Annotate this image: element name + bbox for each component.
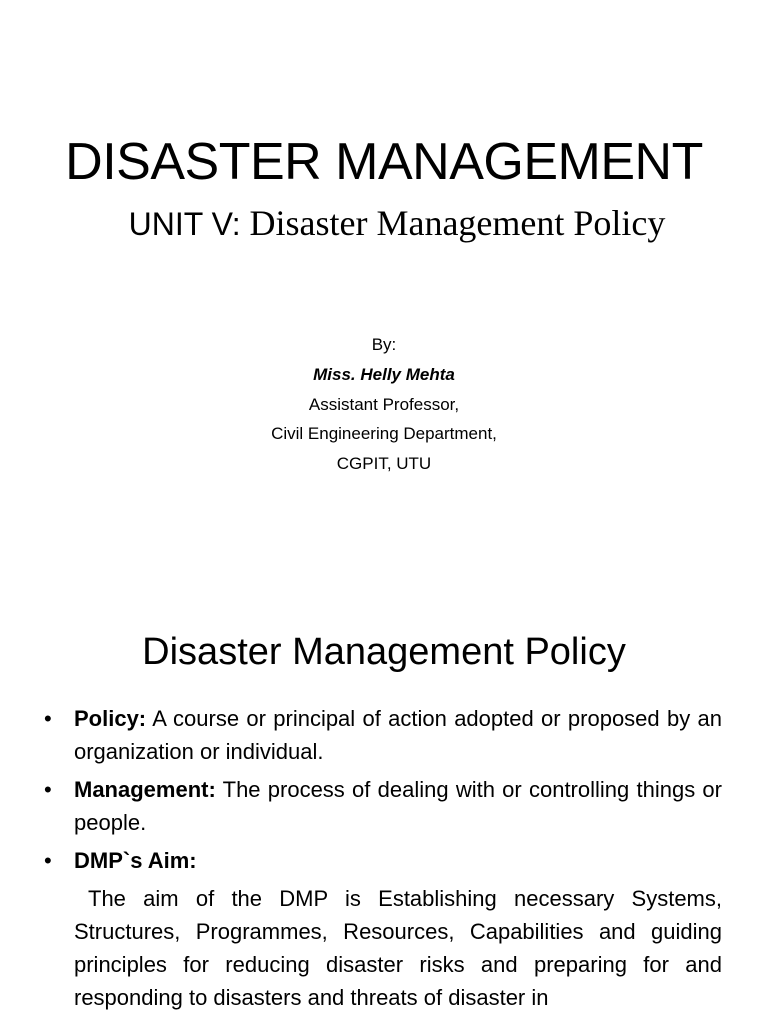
bullet-item-dmp-aim: [44, 844, 722, 877]
aim-paragraph: [74, 882, 722, 1014]
author-department: Civil Engineering Department,: [271, 424, 497, 444]
bullet-term: Policy:: [74, 706, 147, 731]
bullet-icon: •: [44, 848, 52, 873]
author-role: Assistant Professor,: [308, 394, 460, 414]
slide-subtitle: [0, 200, 768, 247]
slide-title: DISASTER MANAGEMENT: [65, 133, 703, 191]
bullet-term: DMP`s Aim:: [74, 848, 197, 873]
bullet-term: Management:: [74, 777, 216, 802]
content-slide: [0, 576, 768, 1024]
bullet-icon: •: [44, 706, 52, 731]
slide-title: Disaster Management Policy: [142, 631, 626, 673]
author-institute: CGPIT, UTU: [336, 454, 432, 474]
bullet-text: The process of dealing with or controlling things or people.: [74, 777, 722, 835]
aim-paragraph-text: The aim of the DMP is Establishing necessary Systems, Structures, Programmes, Resources, Capabilities and guiding principles for reducing disaster risks and preparing for and responding to disasters and threats of disaster in: [74, 886, 722, 1010]
bullet-item-management: [44, 773, 722, 839]
bullet-text: A course or principal of action adopted or proposed by an organization or individual.: [74, 706, 722, 764]
bullet-list: [44, 702, 722, 1019]
bullet-icon: •: [44, 777, 52, 802]
subtitle-topic: Disaster Management Policy: [249, 203, 666, 243]
bullet-item-policy: [44, 702, 722, 768]
byline-by: By:: [371, 335, 397, 354]
author-name: Miss. Helly Mehta: [313, 364, 455, 384]
subtitle-unit-label: UNIT V:: [128, 206, 250, 242]
byline: [0, 330, 768, 479]
